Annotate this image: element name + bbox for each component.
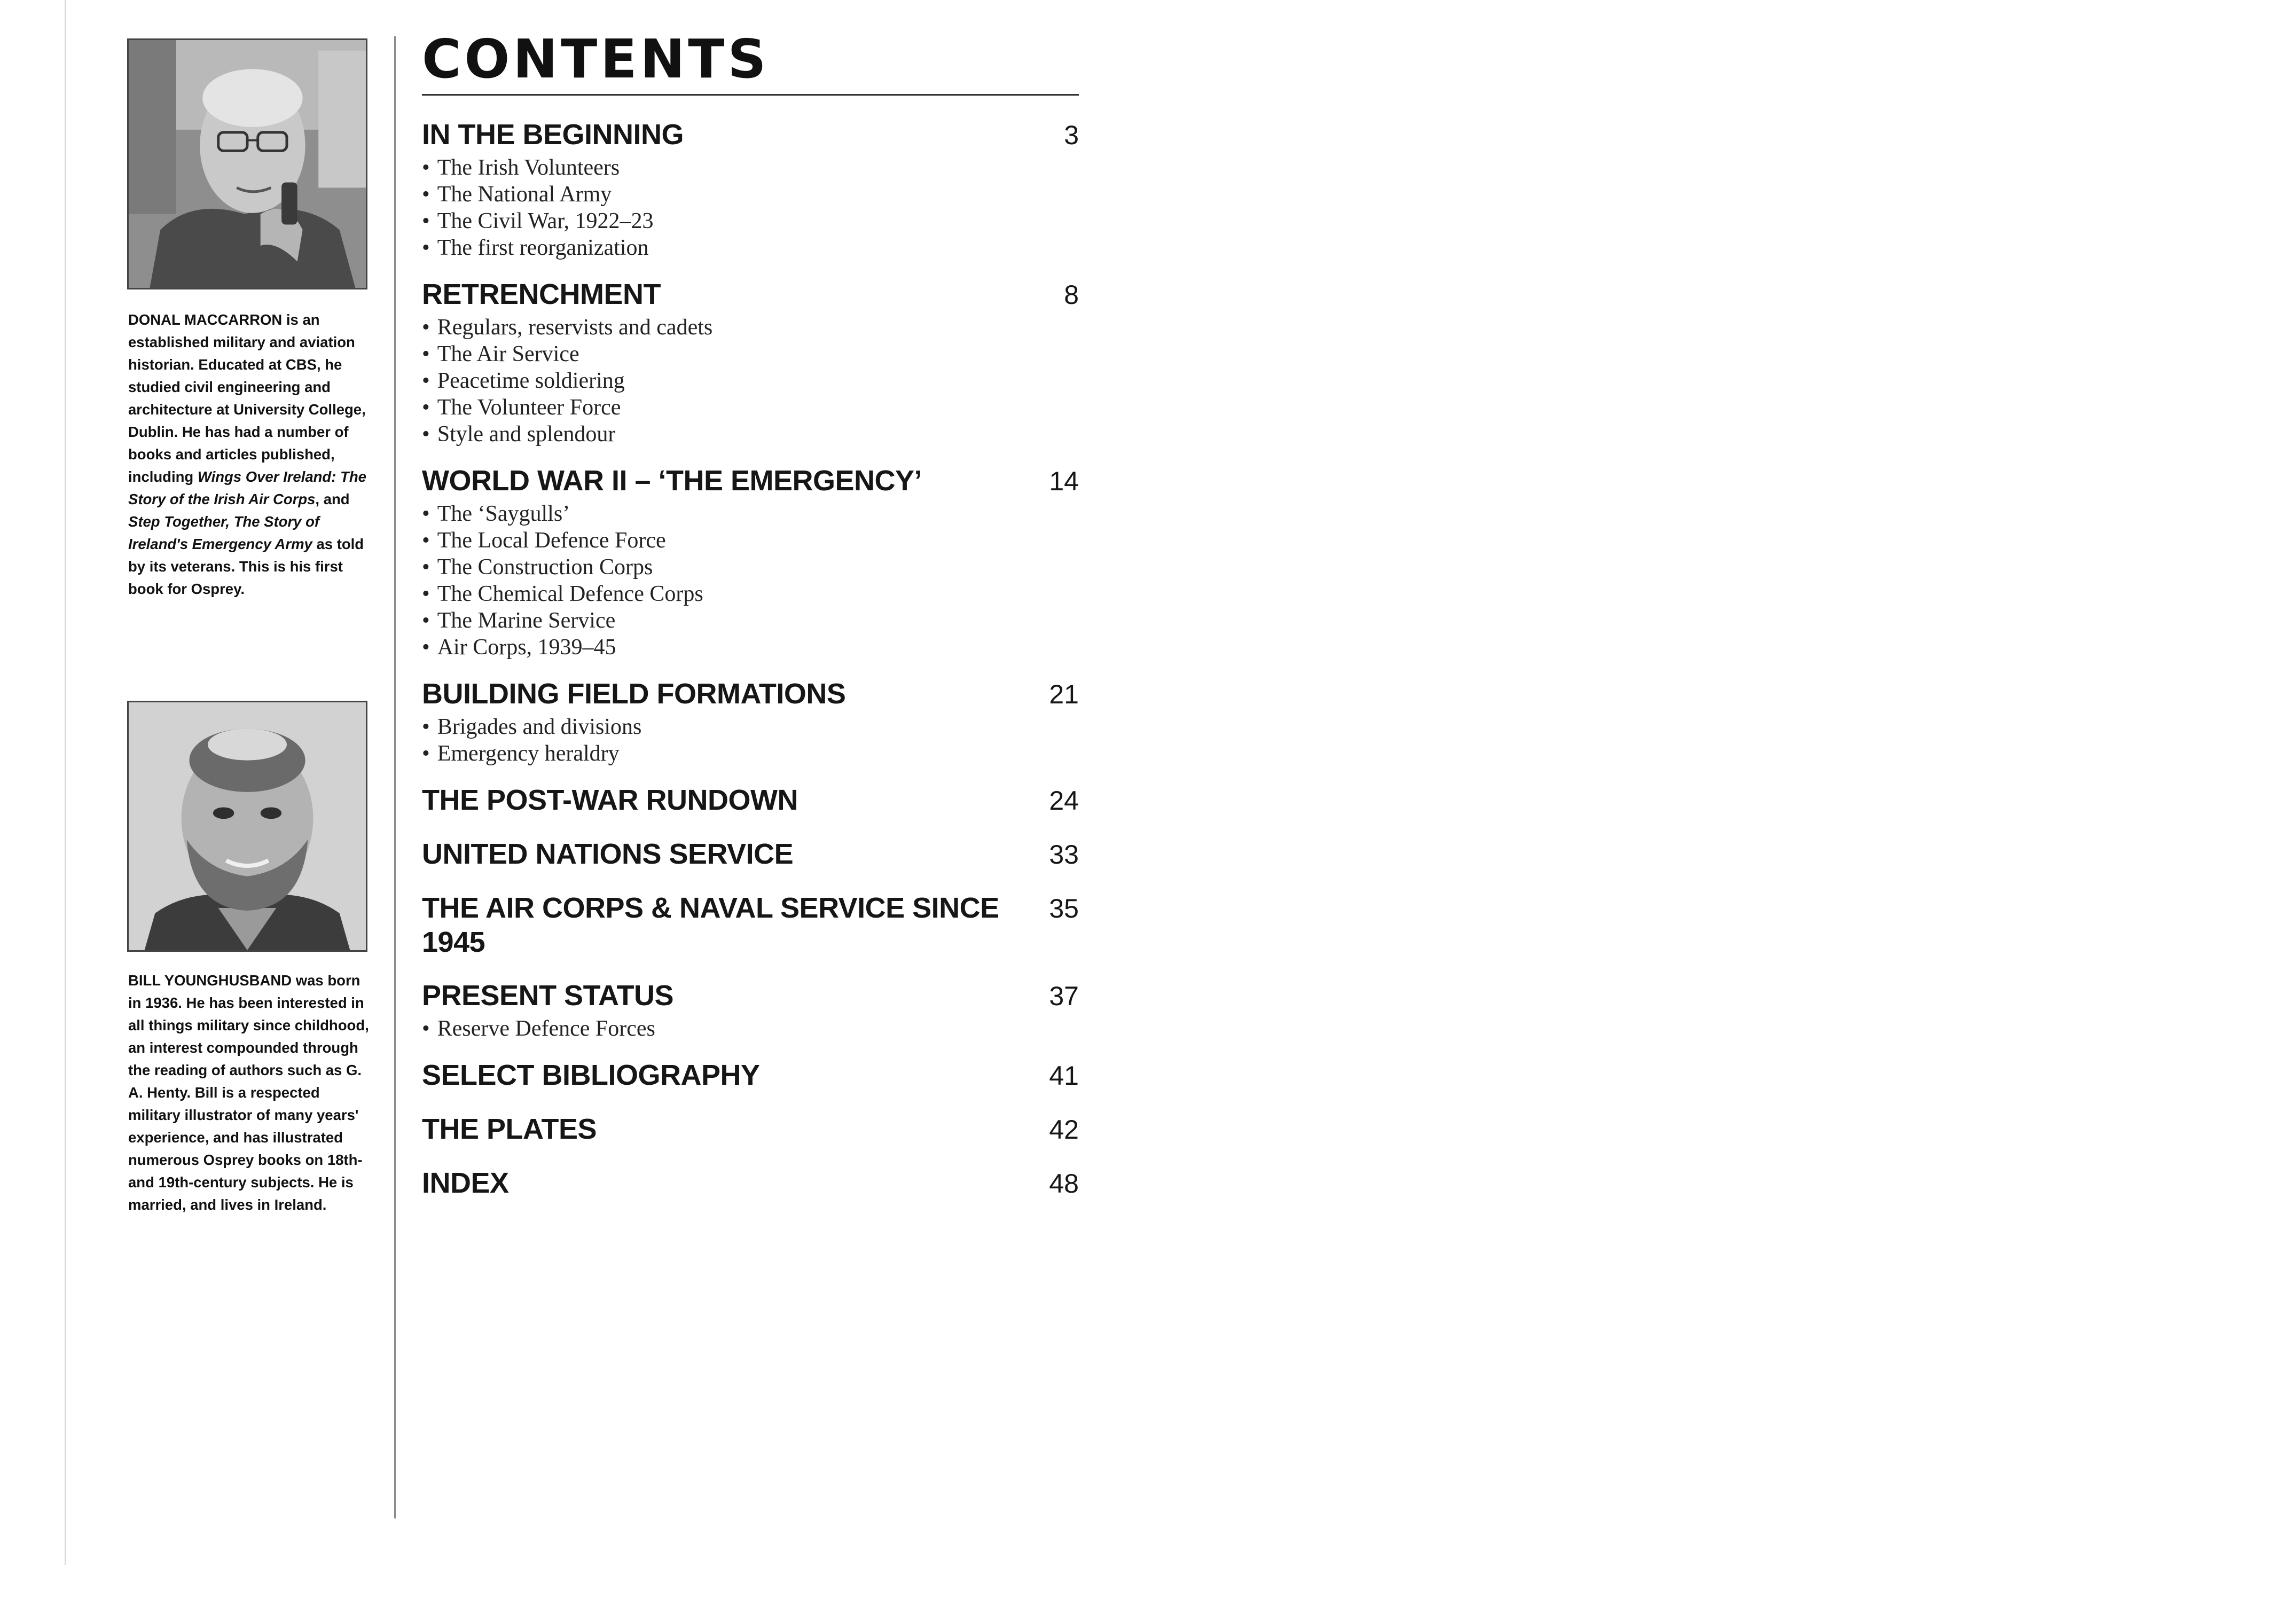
toc-page-number: 35 bbox=[1049, 894, 1079, 923]
toc-page-number: 37 bbox=[1049, 981, 1079, 1011]
toc-section bbox=[422, 1166, 1079, 1201]
toc-subitem: • The Chemical Defence Corps bbox=[422, 581, 1079, 607]
author-photo-bill-younghusband bbox=[127, 701, 367, 952]
toc-section-heading bbox=[422, 837, 1079, 872]
toc-section bbox=[422, 978, 1079, 1042]
toc-subitems bbox=[422, 714, 1079, 767]
book-title: Wings Over Ireland: The Story of the Irish Air Corps bbox=[128, 468, 366, 507]
author-photo-donal-maccarron bbox=[127, 38, 367, 289]
toc-section-title: INDEX bbox=[422, 1167, 509, 1199]
author-name: DONAL MACCARRON bbox=[128, 311, 283, 328]
portrait-image bbox=[129, 702, 366, 950]
toc-section-title: THE AIR CORPS & NAVAL SERVICE SINCE 1945 bbox=[422, 892, 999, 958]
toc-section-title: UNITED NATIONS SERVICE bbox=[422, 838, 794, 870]
toc-section-heading bbox=[422, 783, 1079, 818]
bio-text: as told by its veterans. This is his first book for Osprey. bbox=[128, 536, 364, 597]
author-bio-bill-younghusband bbox=[128, 969, 374, 1216]
toc-subitem: • Peacetime soldiering bbox=[422, 367, 1079, 394]
toc-page-number: 21 bbox=[1049, 679, 1079, 709]
toc-section-title: WORLD WAR II – ‘THE EMERGENCY’ bbox=[422, 465, 922, 497]
toc-section bbox=[422, 1058, 1079, 1093]
toc-page-number: 3 bbox=[1064, 120, 1079, 150]
toc-section bbox=[422, 118, 1079, 261]
toc-section-title: IN THE BEGINNING bbox=[422, 119, 684, 151]
toc-subitems bbox=[422, 1015, 1079, 1042]
toc-subitem: • The Air Service bbox=[422, 341, 1079, 367]
toc-subitems bbox=[422, 154, 1079, 261]
toc-section bbox=[422, 677, 1079, 767]
toc-section-heading bbox=[422, 464, 1079, 498]
toc-subitem: • The Volunteer Force bbox=[422, 394, 1079, 421]
toc-subitem: • The Construction Corps bbox=[422, 554, 1079, 581]
toc-subitems bbox=[422, 500, 1079, 661]
column-divider bbox=[394, 36, 396, 1518]
bio-text: , and bbox=[315, 491, 350, 507]
toc-section bbox=[422, 464, 1079, 661]
portrait-image bbox=[129, 40, 366, 288]
toc-subitem: • The National Army bbox=[422, 181, 1079, 208]
toc-section-title: RETRENCHMENT bbox=[422, 278, 661, 310]
toc-section bbox=[422, 277, 1079, 448]
toc-page-number: 24 bbox=[1049, 786, 1079, 816]
toc-subitem: • Regulars, reservists and cadets bbox=[422, 314, 1079, 341]
title-rule bbox=[422, 94, 1079, 96]
toc-subitem: • The Local Defence Force bbox=[422, 527, 1079, 554]
toc-subitem: • Emergency heraldry bbox=[422, 740, 1079, 767]
toc-section-heading bbox=[422, 891, 1079, 959]
toc-page-number: 14 bbox=[1049, 466, 1079, 496]
toc-section-title: SELECT BIBLIOGRAPHY bbox=[422, 1059, 760, 1091]
toc-section bbox=[422, 1112, 1079, 1147]
toc-subitem: • Air Corps, 1939–45 bbox=[422, 634, 1079, 661]
toc-section-title: PRESENT STATUS bbox=[422, 980, 674, 1012]
toc-section-heading bbox=[422, 1112, 1079, 1147]
bio-text: is an established military and aviation historian. Educated at CBS, he studied civil engineering and architecture at University College, Dublin. He has had a number of books and articles published, including bbox=[128, 311, 366, 485]
toc-subitem: • Style and splendour bbox=[422, 421, 1079, 448]
toc-section-heading bbox=[422, 1058, 1079, 1093]
toc-section-heading bbox=[422, 277, 1079, 312]
toc-subitem: • The Marine Service bbox=[422, 607, 1079, 634]
toc-subitem: • The Civil War, 1922–23 bbox=[422, 208, 1079, 234]
toc-page-number: 42 bbox=[1049, 1115, 1079, 1145]
toc-section-title: BUILDING FIELD FORMATIONS bbox=[422, 678, 846, 710]
toc-section-heading bbox=[422, 118, 1079, 152]
toc-subitem: • The Irish Volunteers bbox=[422, 154, 1079, 181]
toc-section bbox=[422, 891, 1079, 959]
toc-subitem: • The first reorganization bbox=[422, 234, 1079, 261]
toc-page-number: 33 bbox=[1049, 840, 1079, 870]
toc-section-title: THE PLATES bbox=[422, 1113, 597, 1145]
toc-page-number: 8 bbox=[1064, 280, 1079, 310]
toc-section bbox=[422, 837, 1079, 872]
table-of-contents bbox=[422, 118, 1079, 1220]
author-bio-donal-maccarron bbox=[128, 309, 374, 600]
book-title: Step Together, The Story of Ireland's Emergency Army bbox=[128, 513, 320, 552]
toc-page-number: 41 bbox=[1049, 1061, 1079, 1091]
toc-subitem: • The ‘Saygulls’ bbox=[422, 500, 1079, 527]
toc-section-heading bbox=[422, 677, 1079, 711]
toc-page-number: 48 bbox=[1049, 1169, 1079, 1199]
toc-subitems bbox=[422, 314, 1079, 448]
toc-subitem: • Brigades and divisions bbox=[422, 714, 1079, 740]
author-name: BILL YOUNGHUSBAND bbox=[128, 972, 292, 989]
page-title: CONTENTS bbox=[422, 28, 770, 90]
page-margin-line bbox=[65, 0, 66, 1565]
toc-section-title: THE POST-WAR RUNDOWN bbox=[422, 784, 798, 816]
toc-subitem: • Reserve Defence Forces bbox=[422, 1015, 1079, 1042]
toc-section-heading bbox=[422, 978, 1079, 1013]
toc-section-heading bbox=[422, 1166, 1079, 1201]
bio-text: was born in 1936. He has been interested in all things military since childhood, an interest compounded through the reading of authors such as G. A. Henty. Bill is a respected military illustrator of many years' experience, and has illustrated numerous Osprey books on 18th- and 19th-century subjects. He is married, and lives in Ireland. bbox=[128, 972, 369, 1213]
toc-section bbox=[422, 783, 1079, 818]
